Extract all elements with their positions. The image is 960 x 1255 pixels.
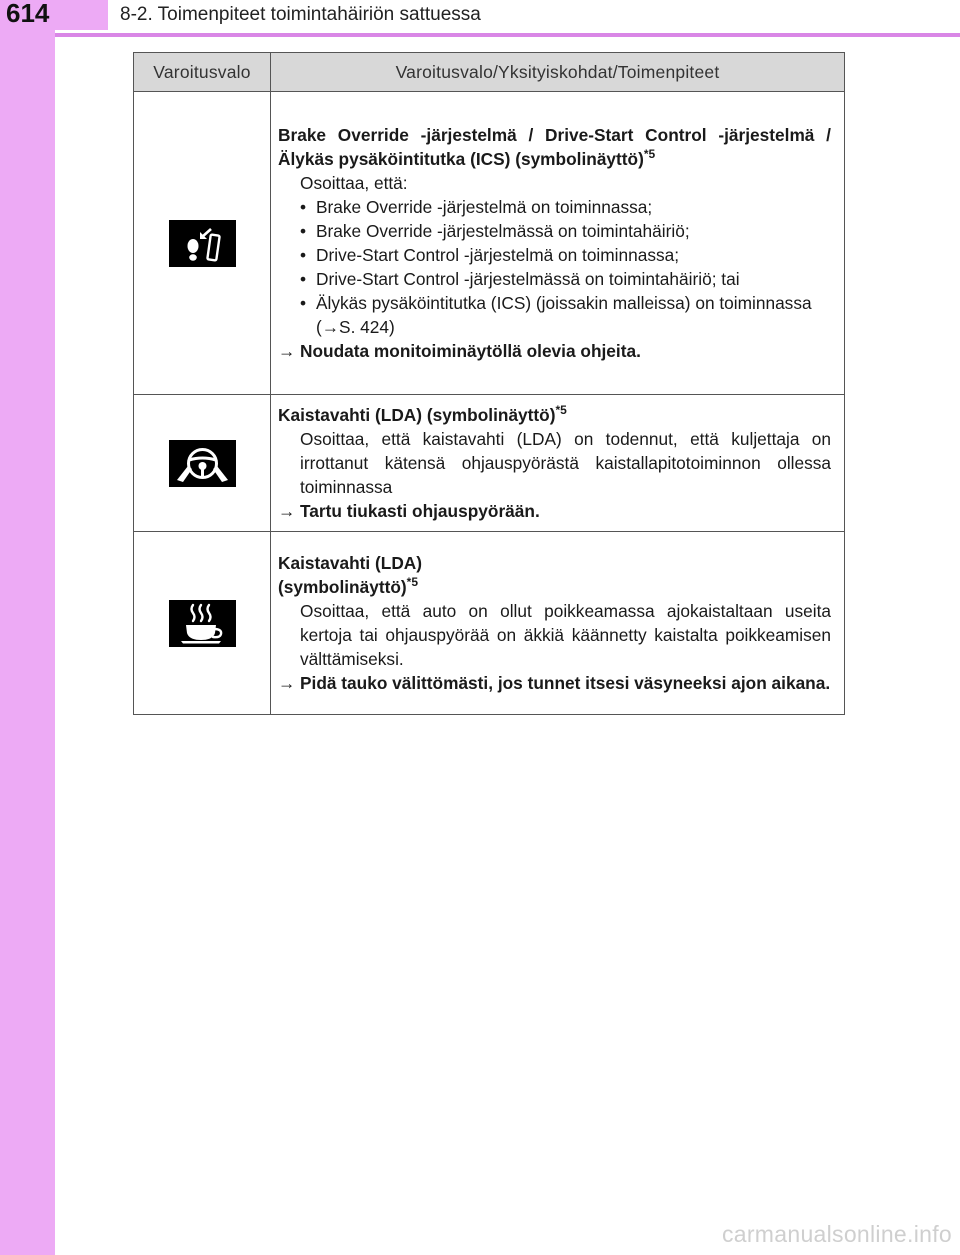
details-cell (271, 532, 845, 715)
footnote-mark: *5 (643, 147, 656, 162)
column-header-details: Varoitusvalo/Yksityiskohdat/Toimenpiteet (271, 53, 845, 92)
action-instruction: → Tartu tiukasti ohjauspyörään. (278, 501, 540, 521)
brake-override-icon (169, 220, 236, 267)
list-item: • Drive-Start Control -järjestelmä on toiminnassa; (278, 243, 831, 267)
details-cell (271, 395, 845, 532)
watermark: carmanualsonline.info (721, 1221, 952, 1247)
action-instruction: → Pidä tauko välittömästi, jos tunnet itsesi väsyneeksi ajon aikana. (278, 673, 831, 693)
arrow-icon: → (278, 673, 296, 693)
footnote-mark: *5 (555, 403, 567, 418)
condition-list (278, 195, 831, 339)
arrow-icon: → (278, 501, 296, 521)
warning-lights-table (133, 52, 845, 715)
column-header-warning-light: Varoitusvalo (134, 53, 271, 92)
coffee-cup-icon (169, 600, 236, 647)
page-number: 614 (0, 0, 108, 30)
table-row (134, 395, 845, 532)
action-instruction: → Noudata monitoiminäytöllä olevia ohjeita. (278, 341, 641, 361)
row-title: Kaistavahti (LDA) (symbolinäyttö)$^{*5}$ (278, 553, 423, 597)
row-title: Kaistavahti (LDA) (symbolinäyttö)$^{*5}$ (278, 403, 567, 425)
header-divider (55, 33, 960, 37)
steering-wheel-hands-icon (169, 440, 236, 487)
row-description: Osoittaa, että auto on ollut poikkeamassa ajokaistaltaan useita kertoja tai ohjauspyörää on äkkiä käännetty kaistalta poikkeamisen välttämiseksi. (300, 601, 831, 669)
row-title: Brake Override -järjestelmä / Drive-Start Control -järjestelmä / Älykäs pysäköintitutka (ICS) (symbolinäyttö)$^{*5}$ (278, 125, 831, 169)
list-item: • Älykäs pysäköintitutka (ICS) (joissakin malleissa) on toiminnassa (→S. 424) (278, 291, 831, 339)
footnote-mark: *5 (406, 575, 418, 590)
section-title: 8-2. Toimenpiteet toimintahäiriön sattuessa (120, 4, 481, 25)
icon-cell (134, 92, 271, 395)
side-color-band (0, 0, 55, 1255)
list-item: • Brake Override -järjestelmässä on toimintahäiriö; (278, 219, 831, 243)
details-cell (271, 92, 845, 395)
row-description: Osoittaa, että kaistavahti (LDA) on todennut, että kuljettaja on irrottanut kätensä ohjauspyörästä kaistallapitotoiminnon ollessa toiminnassa (300, 429, 831, 497)
list-item: • Drive-Start Control -järjestelmässä on toimintahäiriö; tai (278, 267, 831, 291)
row-intro: Osoittaa, että: (300, 173, 408, 193)
icon-cell (134, 532, 271, 715)
icon-cell (134, 395, 271, 532)
arrow-icon: → (278, 341, 296, 361)
table-header-row (134, 53, 845, 92)
table-row (134, 92, 845, 395)
table-row (134, 532, 845, 715)
list-item: • Brake Override -järjestelmä on toiminnassa; (278, 195, 831, 219)
